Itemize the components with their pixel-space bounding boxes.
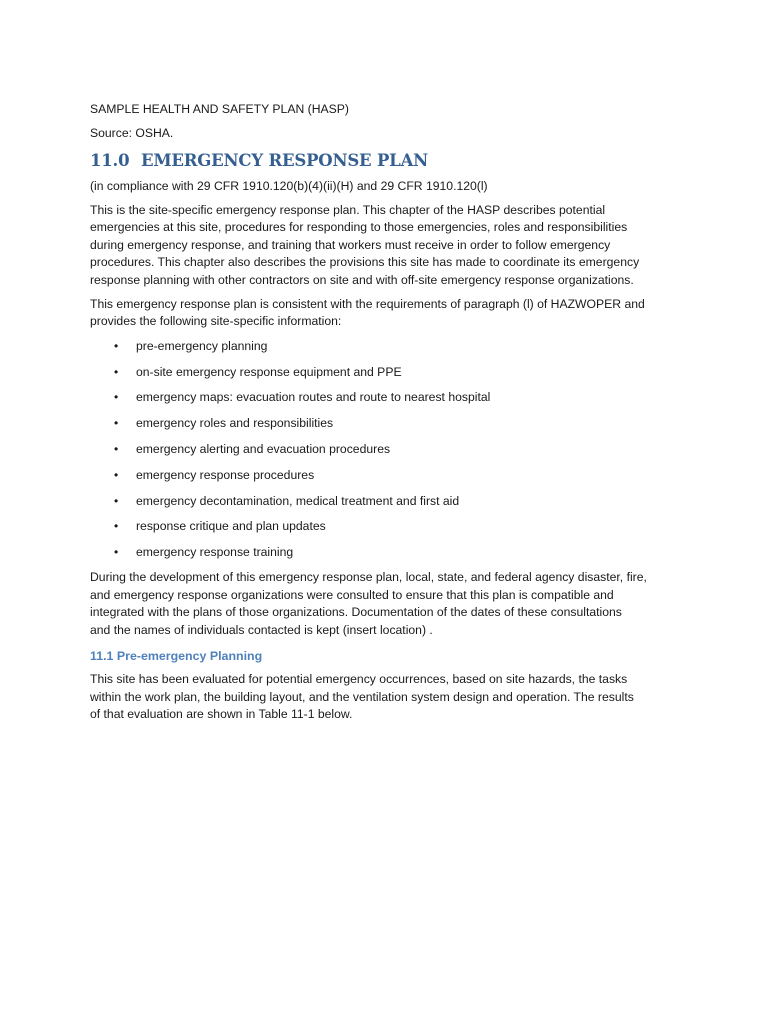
evaluation-line: of that evaluation are shown in Table 11-1 below. bbox=[90, 707, 353, 722]
list-item bbox=[90, 466, 680, 484]
consistency-paragraph bbox=[90, 296, 680, 331]
list-item bbox=[90, 388, 680, 406]
intro-line: procedures. This chapter also describes the provisions this site has made to coordinate its emergency bbox=[90, 255, 640, 270]
intro-paragraph bbox=[90, 202, 680, 290]
list-item-text: emergency roles and responsibilities bbox=[136, 416, 334, 431]
section-number: 11.0 bbox=[90, 151, 130, 170]
development-line: During the development of this emergency response plan, local, state, and federal agency disaster, fire, bbox=[90, 569, 647, 584]
source-line: Source: OSHA. bbox=[90, 126, 174, 140]
compliance-note: (in compliance with 29 CFR 1910.120(b)(4)(ii)(H) and 29 CFR 1910.120(l) bbox=[90, 179, 488, 193]
list-item-text: on-site emergency response equipment and PPE bbox=[136, 364, 402, 379]
subsection-heading: 11.1 Pre-emergency Planning bbox=[90, 649, 263, 664]
development-paragraph bbox=[90, 569, 680, 639]
list-item bbox=[90, 543, 680, 561]
consistency-line: This emergency response plan is consistent with the requirements of paragraph (l) of HAZWOPER and bbox=[90, 296, 645, 311]
intro-line: This is the site-specific emergency response plan. This chapter of the HASP describes potential bbox=[90, 202, 606, 217]
list-item bbox=[90, 363, 680, 381]
consistency-line: provides the following site-specific information: bbox=[90, 314, 342, 329]
bullet-icon: • bbox=[114, 390, 119, 405]
development-line: and emergency response organizations were consulted to ensure that this plan is compatible and bbox=[90, 587, 614, 602]
bullet-icon: • bbox=[114, 416, 119, 431]
intro-line: emergencies at this site, procedures for responding to those emergencies, roles and responsibilities bbox=[90, 220, 628, 235]
bullet-icon: • bbox=[114, 338, 119, 353]
evaluation-line: This site has been evaluated for potential emergency occurrences, based on site hazards, the tasks bbox=[90, 672, 628, 687]
bullet-icon: • bbox=[114, 364, 119, 379]
list-item bbox=[90, 337, 680, 355]
list-item bbox=[90, 517, 680, 535]
list-item bbox=[90, 414, 680, 432]
list-item-text: response critique and plan updates bbox=[136, 519, 326, 534]
document-label: SAMPLE HEALTH AND SAFETY PLAN (HASP) bbox=[90, 102, 349, 116]
intro-line: response planning with other contractors on site and with off-site emergency response organizations. bbox=[90, 272, 634, 287]
intro-line: during emergency response, and training that workers must receive in order to follow emergency bbox=[90, 237, 611, 252]
development-line: integrated with the plans of those organizations. Documentation of the dates of these consultations bbox=[90, 605, 622, 620]
list-item-text: emergency alerting and evacuation procedures bbox=[136, 441, 391, 456]
list-item-text: emergency response training bbox=[136, 545, 294, 560]
list-item-text: emergency decontamination, medical treatment and first aid bbox=[136, 493, 460, 508]
bullet-icon: • bbox=[114, 545, 119, 560]
list-item-text: emergency maps: evacuation routes and route to nearest hospital bbox=[136, 390, 491, 405]
document-page bbox=[90, 100, 680, 730]
list-item bbox=[90, 440, 680, 458]
bullet-icon: • bbox=[114, 467, 119, 482]
bullet-icon: • bbox=[114, 519, 119, 534]
section-title: EMERGENCY RESPONSE PLAN bbox=[140, 151, 429, 170]
bullet-icon: • bbox=[114, 493, 119, 508]
evaluation-paragraph bbox=[90, 671, 680, 724]
list-item-text: pre-emergency planning bbox=[136, 338, 268, 353]
development-line: and the names of individuals contacted is kept (insert location) . bbox=[90, 622, 433, 637]
list-item-text: emergency response procedures bbox=[136, 467, 315, 482]
list-item bbox=[90, 492, 680, 510]
bullet-icon: • bbox=[114, 441, 119, 456]
info-bullet-list bbox=[90, 337, 680, 561]
evaluation-line: within the work plan, the building layout, and the ventilation system design and operation. The results bbox=[90, 689, 634, 704]
section-heading bbox=[90, 150, 680, 172]
